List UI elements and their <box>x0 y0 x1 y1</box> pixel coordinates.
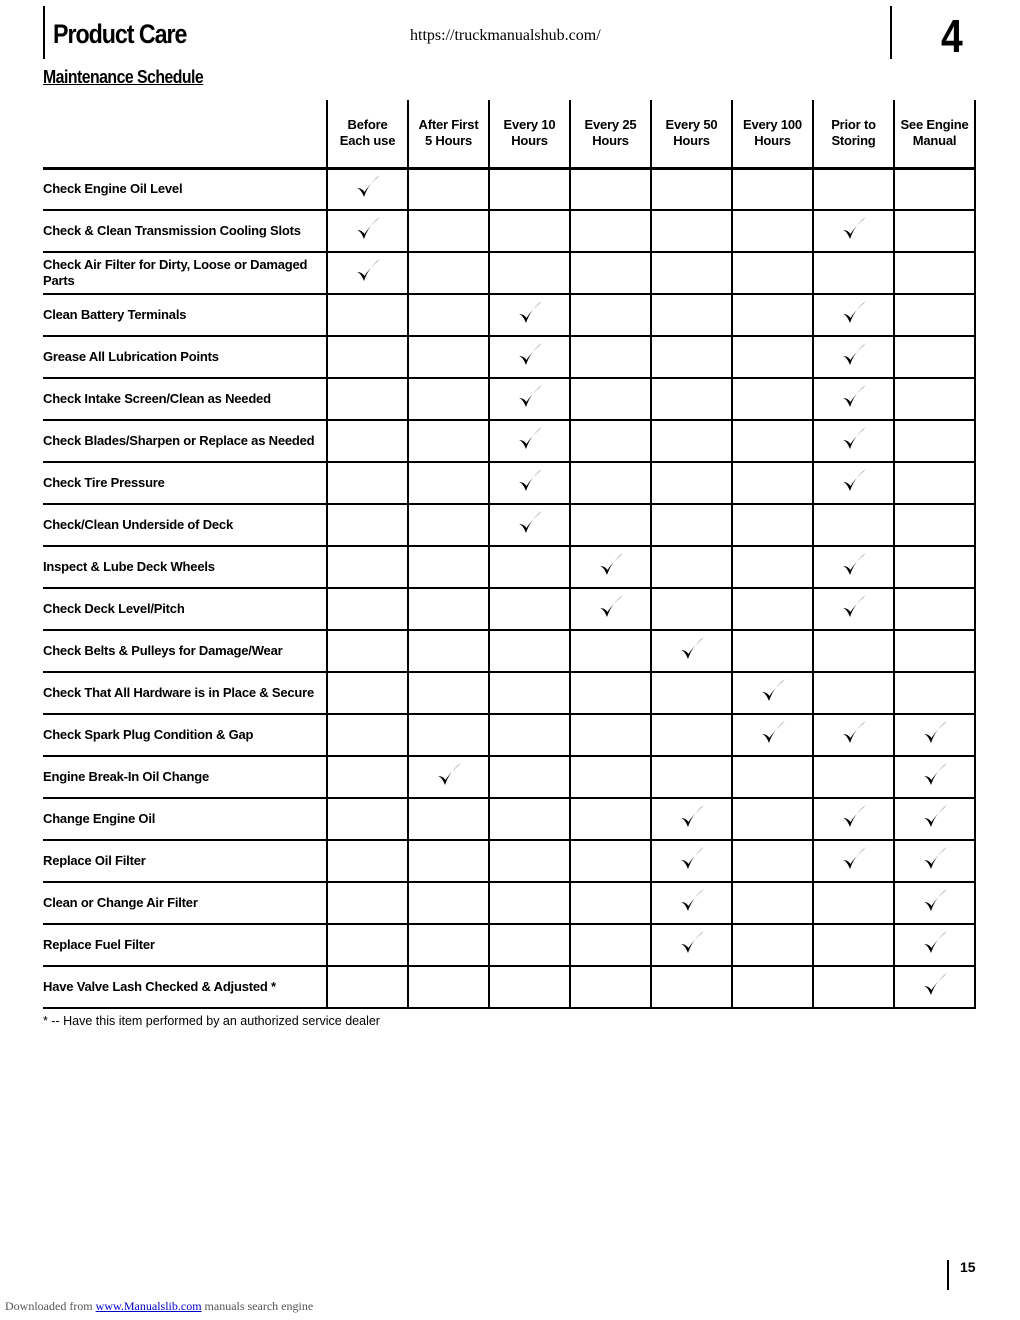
schedule-cell <box>732 168 813 210</box>
schedule-cell <box>489 210 570 252</box>
schedule-cell <box>894 966 975 1008</box>
schedule-cell <box>894 252 975 294</box>
table-row <box>43 798 975 840</box>
schedule-cell <box>651 210 732 252</box>
schedule-cell <box>408 840 489 882</box>
schedule-cell <box>813 252 894 294</box>
schedule-cell <box>327 504 408 546</box>
schedule-cell <box>408 966 489 1008</box>
schedule-cell <box>651 840 732 882</box>
schedule-cell <box>732 840 813 882</box>
schedule-cell <box>489 168 570 210</box>
schedule-cell <box>327 882 408 924</box>
schedule-cell <box>651 588 732 630</box>
schedule-cell <box>408 294 489 336</box>
schedule-cell <box>651 714 732 756</box>
schedule-cell <box>732 630 813 672</box>
schedule-cell <box>408 798 489 840</box>
table-row <box>43 588 975 630</box>
table-row <box>43 840 975 882</box>
checkmark-icon <box>516 383 544 411</box>
column-header: Prior to Storing <box>813 100 894 168</box>
schedule-cell <box>732 504 813 546</box>
checkmark-icon <box>516 467 544 495</box>
checkmark-icon <box>921 929 949 957</box>
schedule-cell <box>570 714 651 756</box>
checkmark-icon <box>678 887 706 915</box>
table-row <box>43 756 975 798</box>
header-divider-right <box>890 6 892 59</box>
schedule-cell <box>651 672 732 714</box>
schedule-cell <box>813 378 894 420</box>
schedule-cell <box>570 630 651 672</box>
schedule-cell <box>489 924 570 966</box>
schedule-cell <box>894 378 975 420</box>
table-row <box>43 714 975 756</box>
schedule-cell <box>327 294 408 336</box>
schedule-cell <box>327 420 408 462</box>
maintenance-schedule-title: Maintenance Schedule <box>43 67 204 87</box>
schedule-cell <box>651 420 732 462</box>
schedule-cell <box>813 462 894 504</box>
schedule-cell <box>489 714 570 756</box>
page-number-divider <box>947 1260 949 1290</box>
column-header: Every 25 Hours <box>570 100 651 168</box>
schedule-cell <box>570 924 651 966</box>
schedule-cell <box>651 630 732 672</box>
schedule-cell <box>489 882 570 924</box>
schedule-cell <box>732 294 813 336</box>
schedule-cell <box>408 882 489 924</box>
schedule-cell <box>408 546 489 588</box>
table-row <box>43 294 975 336</box>
schedule-cell <box>570 252 651 294</box>
checkmark-icon <box>678 845 706 873</box>
schedule-cell <box>327 588 408 630</box>
schedule-cell <box>894 714 975 756</box>
schedule-cell <box>327 756 408 798</box>
checkmark-icon <box>759 719 787 747</box>
checkmark-icon <box>840 845 868 873</box>
maintenance-schedule-table <box>43 100 976 1009</box>
schedule-cell <box>732 672 813 714</box>
schedule-cell <box>732 546 813 588</box>
page-number: 15 <box>960 1259 976 1275</box>
schedule-cell <box>489 462 570 504</box>
schedule-cell <box>489 252 570 294</box>
table-row <box>43 924 975 966</box>
schedule-cell <box>894 168 975 210</box>
schedule-cell <box>813 588 894 630</box>
download-suffix: manuals search engine <box>204 1299 314 1313</box>
schedule-cell <box>489 630 570 672</box>
header-url: https://truckmanualshub.com/ <box>410 27 601 44</box>
checkmark-icon <box>354 257 382 285</box>
schedule-cell <box>732 210 813 252</box>
schedule-cell <box>570 378 651 420</box>
schedule-cell <box>408 168 489 210</box>
schedule-cell <box>813 924 894 966</box>
schedule-cell <box>570 588 651 630</box>
task-label: Check Tire Pressure <box>43 462 327 504</box>
schedule-cell <box>408 378 489 420</box>
checkmark-icon <box>921 803 949 831</box>
checkmark-icon <box>840 803 868 831</box>
chapter-number: 4 <box>941 10 963 62</box>
table-row <box>43 546 975 588</box>
schedule-cell <box>813 966 894 1008</box>
checkmark-icon <box>678 635 706 663</box>
column-header: Every 10 Hours <box>489 100 570 168</box>
schedule-cell <box>489 840 570 882</box>
checkmark-icon <box>354 173 382 201</box>
checkmark-icon <box>840 551 868 579</box>
schedule-cell <box>894 672 975 714</box>
schedule-cell <box>489 336 570 378</box>
task-label: Check Spark Plug Condition & Gap <box>43 714 327 756</box>
schedule-cell <box>813 210 894 252</box>
checkmark-icon <box>921 887 949 915</box>
schedule-cell <box>651 966 732 1008</box>
task-label: Check Air Filter for Dirty, Loose or Damaged Parts <box>43 252 327 294</box>
schedule-cell <box>894 840 975 882</box>
table-row <box>43 168 975 210</box>
schedule-cell <box>570 336 651 378</box>
schedule-cell <box>894 882 975 924</box>
schedule-cell <box>732 588 813 630</box>
checkmark-icon <box>921 719 949 747</box>
schedule-cell <box>732 882 813 924</box>
schedule-cell <box>408 462 489 504</box>
schedule-cell <box>732 966 813 1008</box>
schedule-cell <box>651 756 732 798</box>
schedule-cell <box>651 462 732 504</box>
schedule-cell <box>327 462 408 504</box>
schedule-cell <box>651 336 732 378</box>
table-body <box>43 168 975 1008</box>
task-label: Clean or Change Air Filter <box>43 882 327 924</box>
task-label: Check/Clean Underside of Deck <box>43 504 327 546</box>
schedule-cell <box>651 882 732 924</box>
schedule-cell <box>894 798 975 840</box>
schedule-cell <box>489 504 570 546</box>
table-row <box>43 882 975 924</box>
schedule-cell <box>489 294 570 336</box>
schedule-cell <box>894 588 975 630</box>
schedule-cell <box>489 672 570 714</box>
task-label: Check & Clean Transmission Cooling Slots <box>43 210 327 252</box>
checkmark-icon <box>354 215 382 243</box>
schedule-cell <box>327 210 408 252</box>
schedule-cell <box>570 420 651 462</box>
section-title: Product Care <box>53 19 187 49</box>
schedule-cell <box>570 798 651 840</box>
schedule-cell <box>570 168 651 210</box>
task-label: Change Engine Oil <box>43 798 327 840</box>
schedule-cell <box>489 798 570 840</box>
schedule-cell <box>813 882 894 924</box>
table-row <box>43 966 975 1008</box>
schedule-cell <box>732 924 813 966</box>
schedule-cell <box>894 336 975 378</box>
schedule-cell <box>489 966 570 1008</box>
footnote: * -- Have this item performed by an authorized service dealer <box>43 1014 380 1028</box>
checkmark-icon <box>597 551 625 579</box>
table-row <box>43 672 975 714</box>
schedule-cell <box>489 546 570 588</box>
schedule-cell <box>327 672 408 714</box>
schedule-cell <box>813 630 894 672</box>
column-header: After First 5 Hours <box>408 100 489 168</box>
schedule-cell <box>732 756 813 798</box>
schedule-cell <box>651 378 732 420</box>
download-prefix: Downloaded from <box>5 1299 93 1313</box>
schedule-cell <box>894 504 975 546</box>
schedule-cell <box>813 168 894 210</box>
schedule-cell <box>570 462 651 504</box>
checkmark-icon <box>840 593 868 621</box>
task-column-header <box>43 100 327 168</box>
checkmark-icon <box>840 299 868 327</box>
schedule-cell <box>813 504 894 546</box>
task-label: Check Belts & Pulleys for Damage/Wear <box>43 630 327 672</box>
schedule-cell <box>813 546 894 588</box>
column-header: Before Each use <box>327 100 408 168</box>
schedule-cell <box>570 840 651 882</box>
schedule-cell <box>732 378 813 420</box>
schedule-cell <box>327 798 408 840</box>
task-label: Replace Fuel Filter <box>43 924 327 966</box>
checkmark-icon <box>840 215 868 243</box>
schedule-cell <box>408 630 489 672</box>
schedule-cell <box>408 714 489 756</box>
checkmark-icon <box>921 761 949 789</box>
manualslib-link[interactable]: www.Manualslib.com <box>95 1299 202 1313</box>
table-row <box>43 630 975 672</box>
column-header: Every 100 Hours <box>732 100 813 168</box>
schedule-cell <box>408 672 489 714</box>
schedule-cell <box>570 882 651 924</box>
schedule-cell <box>327 336 408 378</box>
task-label: Check Intake Screen/Clean as Needed <box>43 378 327 420</box>
schedule-cell <box>651 252 732 294</box>
schedule-cell <box>732 252 813 294</box>
header-divider-left <box>43 6 45 59</box>
schedule-cell <box>894 462 975 504</box>
checkmark-icon <box>921 971 949 999</box>
table-row <box>43 420 975 462</box>
schedule-cell <box>651 168 732 210</box>
schedule-cell <box>489 588 570 630</box>
schedule-cell <box>732 714 813 756</box>
schedule-cell <box>813 672 894 714</box>
checkmark-icon <box>435 761 463 789</box>
schedule-cell <box>489 756 570 798</box>
table-row <box>43 336 975 378</box>
schedule-cell <box>732 336 813 378</box>
schedule-cell <box>813 756 894 798</box>
checkmark-icon <box>597 593 625 621</box>
schedule-cell <box>894 210 975 252</box>
schedule-cell <box>408 420 489 462</box>
task-label: Replace Oil Filter <box>43 840 327 882</box>
schedule-cell <box>327 378 408 420</box>
task-label: Grease All Lubrication Points <box>43 336 327 378</box>
table-row <box>43 252 975 294</box>
checkmark-icon <box>678 803 706 831</box>
task-label: Check Deck Level/Pitch <box>43 588 327 630</box>
checkmark-icon <box>516 299 544 327</box>
schedule-cell <box>570 966 651 1008</box>
schedule-cell <box>894 630 975 672</box>
schedule-cell <box>408 252 489 294</box>
checkmark-icon <box>840 383 868 411</box>
checkmark-icon <box>840 467 868 495</box>
schedule-cell <box>732 798 813 840</box>
checkmark-icon <box>516 509 544 537</box>
table-row <box>43 462 975 504</box>
table-row <box>43 378 975 420</box>
schedule-cell <box>732 462 813 504</box>
schedule-cell <box>732 420 813 462</box>
schedule-cell <box>894 756 975 798</box>
schedule-cell <box>894 420 975 462</box>
task-label: Check That All Hardware is in Place & Secure <box>43 672 327 714</box>
schedule-cell <box>327 546 408 588</box>
schedule-cell <box>651 798 732 840</box>
task-label: Have Valve Lash Checked & Adjusted * <box>43 966 327 1008</box>
checkmark-icon <box>516 341 544 369</box>
task-label: Engine Break-In Oil Change <box>43 756 327 798</box>
schedule-cell <box>813 336 894 378</box>
schedule-cell <box>813 798 894 840</box>
schedule-cell <box>651 924 732 966</box>
schedule-cell <box>570 546 651 588</box>
table-header-row <box>43 100 975 168</box>
column-header: See Engine Manual <box>894 100 975 168</box>
checkmark-icon <box>678 929 706 957</box>
checkmark-icon <box>516 425 544 453</box>
task-label: Check Blades/Sharpen or Replace as Needed <box>43 420 327 462</box>
schedule-cell <box>813 294 894 336</box>
checkmark-icon <box>840 719 868 747</box>
schedule-cell <box>327 966 408 1008</box>
checkmark-icon <box>840 341 868 369</box>
schedule-cell <box>327 168 408 210</box>
schedule-cell <box>408 588 489 630</box>
task-label: Inspect & Lube Deck Wheels <box>43 546 327 588</box>
schedule-cell <box>327 714 408 756</box>
task-label: Clean Battery Terminals <box>43 294 327 336</box>
schedule-cell <box>570 672 651 714</box>
schedule-cell <box>327 630 408 672</box>
schedule-cell <box>408 210 489 252</box>
schedule-cell <box>894 924 975 966</box>
table-row <box>43 504 975 546</box>
schedule-cell <box>813 840 894 882</box>
schedule-cell <box>327 924 408 966</box>
schedule-cell <box>813 420 894 462</box>
schedule-cell <box>489 378 570 420</box>
schedule-cell <box>894 546 975 588</box>
schedule-cell <box>570 210 651 252</box>
schedule-cell <box>327 840 408 882</box>
schedule-cell <box>408 504 489 546</box>
checkmark-icon <box>840 425 868 453</box>
column-header: Every 50 Hours <box>651 100 732 168</box>
schedule-cell <box>408 924 489 966</box>
schedule-cell <box>894 294 975 336</box>
schedule-cell <box>570 756 651 798</box>
checkmark-icon <box>921 845 949 873</box>
schedule-cell <box>651 294 732 336</box>
task-label: Check Engine Oil Level <box>43 168 327 210</box>
schedule-cell <box>489 420 570 462</box>
schedule-cell <box>651 504 732 546</box>
schedule-cell <box>570 294 651 336</box>
schedule-cell <box>327 252 408 294</box>
schedule-cell <box>408 756 489 798</box>
schedule-cell <box>813 714 894 756</box>
schedule-cell <box>408 336 489 378</box>
schedule-cell <box>651 546 732 588</box>
checkmark-icon <box>759 677 787 705</box>
schedule-cell <box>570 504 651 546</box>
table-row <box>43 210 975 252</box>
download-note <box>5 1299 313 1314</box>
